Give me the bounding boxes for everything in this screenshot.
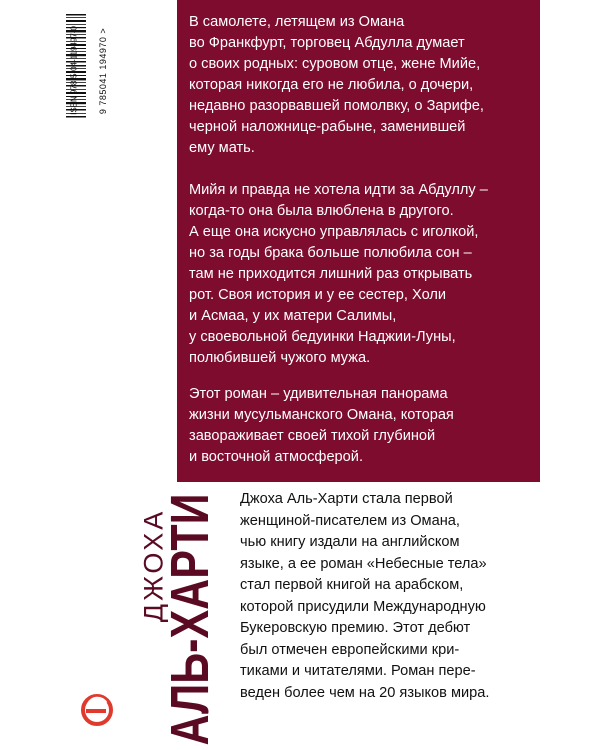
barcode-digits: 9 785041 194970 >	[98, 27, 108, 115]
author-name	[138, 488, 230, 748]
author-bio: Джоха Аль-Харти стала первой женщиной-писателем из Омана, чью книгу издали на английском языке, а ее роман «Небесные тела» стал первой книгой на арабском, которой присудили Международную Букеровскую премию. Этот дебют был отмечен европейскими кри- тиками и читателями. Роман пере- веден более чем на 20 языков мира.	[240, 491, 490, 701]
author-first-name: ДЖОХА	[138, 508, 169, 623]
author-last-name: АЛЬ-ХАРТИ	[160, 493, 221, 746]
annotation-panel	[177, 0, 540, 482]
annotation-paragraph-3: Этот роман – удивительная панорама жизни мусульманского Омана, которая завораживает своей тихой глубиной и восточной атмосферой.	[189, 386, 454, 465]
annotation-paragraph-2: Мийя и правда не хотела идти за Абдуллу – когда-то она была влюблена в другого. А еще она искусно управлялась с иголкой, но за годы брака больше полюбила сон – там не приходится лишний раз открывать рот. Своя история и у ее сестер, Холи и Асмаа, у их матери Салимы, у своевольной бедуинки Наджии-Луны, полюбившей чужого мужа.	[189, 182, 488, 366]
annotation-paragraph-1: В самолете, летящем из Омана во Франкфурт, торговец Абдулла думает о своих родных: суровом отце, жене Мийе, которая никогда его не любила, о дочери, недавно разорвавшей помолвку, о Зарифе, черной наложнице-рабыне, заменившей ему мать.	[189, 14, 484, 156]
isbn-number: ISBN 978-5-04-119497-0	[69, 26, 79, 115]
eksmo-logo-icon	[80, 693, 114, 727]
